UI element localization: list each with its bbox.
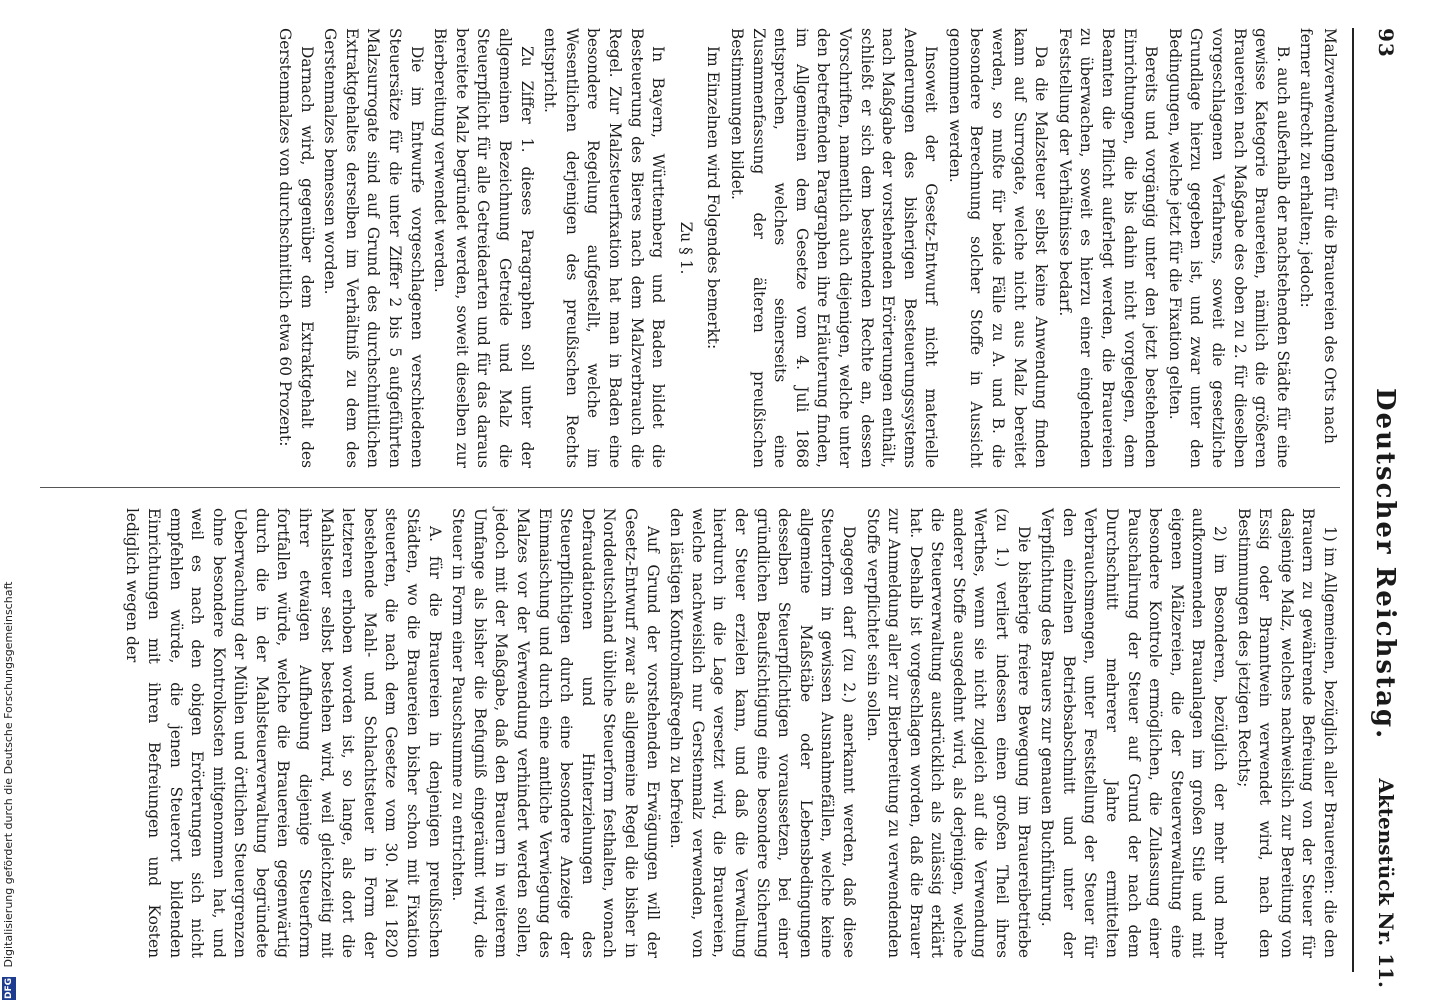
digitization-credit [2, 581, 22, 1000]
dfg-logo: DFG [4, 977, 14, 999]
paragraph: B. auch außerhalb der nachstehenden Städte für eine gewisse Kategorie Brauereien, nämlich die größeren Brauereien nach Maßgabe des oben zu 2. für dieselben vorgeschlagenen Verfahrens, soweit die gesetzliche Grundlage hierzu gegeben ist, und zwar unter den Bedingungen, welche jetzt für die Fixation gelten. [1165, 28, 1292, 468]
section-heading: Zu § 1. [676, 221, 695, 275]
header-rule [1352, 28, 1354, 972]
column-divider [40, 487, 1340, 488]
paragraph: Insoweit der Gesetz-Entwurf nicht materielle Aenderungen des bisherigen Besteuerungssystems nach Maßgabe der vorstehenden Erörterungen enthält, schließt er sich dem bestehenden Rechte an, dessen Vorschriften, namentlich auch diejenigen, welche unter den betreffenden Paragraphen ihre Erläuterung finden, im Allgemeinen dem Gesetze vom 4. Juli 1868 entsprechen, welches seinerseits eine Zusammenfassung der älteren preußischen Bestimmungen bildet. [727, 28, 941, 468]
credit-text: Digitalisierung gefördert durch die Deutsche Forschungsgemeinschaft [2, 581, 15, 968]
paragraph: Darnach wird, gegenüber dem Extraktgehalt des Gerstenmalzes von durchschnittlich etwa 60 Prozent: [276, 28, 316, 468]
paragraph: In Bayern, Württemberg und Baden bildet die Besteuerung des Bieres nach dem Malzverbrauch die Regel. Zur Malzsteuerfixation hat man in Baden eine besondere Regelung aufgestellt, welche im Wesentlichen derjenigen des preußischen Rechts entspricht. [541, 28, 668, 468]
document-number: Aktenstück Nr. 11. [1374, 778, 1398, 988]
paragraph: A. für die Brauereien in denjenigen preußischen Städten, wo die Brauereien bisher schon mit Fixation steuerten, die nach dem Gesetze vom 30. Mai 1820 bestehende Mahl- und Schlachtsteuer in Form der letzteren erhoben worden ist, so lange, als dort die Mahlsteuer selbst bestehen wird, weil gleichzeitig mit ihrer etwaigen Aufhebung diejenige Steuerform fortfallen würde, welche die Brauereien gegenwärtig durch die in der Mahlsteuerverwaltung begründete Ueberwachung der Mühlen und örtlichen Steuergrenzen ohne besondere Kontrolkosten mitgenommen hat, und weil es nach den obigen Erörterungen sich nicht empfehlen würde, die jenen Steuerort bildenden Einrichtungen mit ihren Befreiungen und Kosten lediglich wegen der [123, 508, 444, 958]
paragraph: Die im Entwurfe vorgeschlagenen verschiedenen Steuersätze für die unter Ziffer 2 bis 5 aufgeführten Malzsurrogate sind auf Grund des durchschnittlichen Extraktgehaltes derselben im Verhältniß zu dem des Gerstenmalzes bemessen worden. [321, 28, 426, 468]
paragraph: Im Einzelnen wird Folgendes bemerkt: [704, 46, 723, 350]
paragraph: Malzverwendungen für die Brauereien des Orts nach [1321, 28, 1339, 444]
paragraph: 2) im Besonderen, bezüglich der mehr und mehr aufkommenden Brauanlagen im großen Stile und mit eigenen Mälzereien, die der Steuerverwaltung eine besondere Kontrole ermöglichen, die Zulassung einer Pauschalirung der Steuer auf Grund der nach dem Durchschnitt mehrerer Jahre ermittelten Verbrauchsmengen, unter Feststellung der Steuer für den einzelnen Betriebsabschnitt und unter der Verpflichtung des Brauers zur genauen Buchführung. [1038, 508, 1230, 958]
paragraph: ferner aufrecht zu erhalten; jedoch: [1297, 28, 1316, 308]
paragraph: 1) im Allgemeinen, bezüglich aller Brauereien: die den Brauern zu gewährende Befreiung von der Steuer für dasjenige Malz, welches nachweislich zur Bereitung von Essig oder Branntwein verwendet wird, nach den Bestimmungen des jetzigen Rechts; [1234, 508, 1339, 958]
paragraph: Da die Malzsteuer selbst keine Anwendung finden kann auf Surrogate, welche nicht aus Malz bereitet werden, so mußte für beide Fälle zu A. und B. die besondere Berechnung solcher Stoffe in Aussicht genommen werden. [945, 28, 1051, 468]
page-number: 93 [1374, 28, 1398, 58]
left-column [20, 28, 1340, 468]
paragraph: Auf Grund der vorstehenden Erwägungen will der Gesetz-Entwurf zwar als allgemeine Regel die bisher in Norddeutschland übliche Steuerform festhalten, wonach Defraudationen und Hinterziehungen des Steuerpflichtigen durch eine besondere Anzeige der Einmaischung und durch eine amtliche Verwiegung des Malzes vor der Verwendung verhindert werden sollen, jedoch mit der Maßgabe, daß den Brauern in weiterem Umfange als bisher die Befugniß eingeräumt wird, die Steuer in Form einer Pauschsumme zu entrichten. [449, 508, 662, 958]
paragraph: Zu Ziffer 1. dieses Paragraphen soll unter der allgemeinen Bezeichnung Getreide und Malz die Steuerpflicht für alle Getreidearten und für das daraus bereitete Malz begründet werden, soweit dieselben zur Bierbereitung verwendet werden. [431, 28, 536, 468]
page-header [1362, 28, 1402, 988]
paragraph: Dagegen darf (zu 2.) anerkannt werden, daß diese Steuerform in gewissen Ausnahmefällen, welche keine allgemeine Maßstäbe oder Lebensbedingungen desselben Steuerpflichtigen voraussetzen, bei einer gründlichen Beaufsichtigung eine besondere Sicherung der Steuer erzielen kann, und daß die Verwaltung hierdurch in die Lage versetzt wird, die Brauereien, welche nachweislich nur Gerstenmalz verwenden, von den lästigen Kontrolmaßregeln zu befreien. [667, 508, 858, 958]
paragraph: Die bisherige freiere Bewegung im Brauereibetriebe (zu 1.) verliert indessen einen großen Theil ihres Werthes, wenn sie nicht zugleich auf die Verwendung anderer Stoffe ausgedehnt wird, als derjenigen, welche die Steuerverwaltung ausdrücklich als zulässig erklärt hat. Deshalb ist vorgeschlagen worden, daß die Brauer zur Anmeldung aller zur Bierbereitung zu verwendenden Stoffe verpflichtet sein sollen. [863, 508, 1033, 958]
publication-title: Deutscher Reichstag. [1370, 388, 1400, 741]
right-column [20, 508, 1340, 958]
paragraph: Bereits und vorgängig unter den jetzt bestehenden Einrichtungen, die bis dahin nicht vorgelegen, dem Beamten die Pflicht auferlegt werden, die Brauereien zu überwachen, soweit es hierzu einer eingehenden Feststellung der Verhältnisse bedarf. [1055, 28, 1161, 468]
